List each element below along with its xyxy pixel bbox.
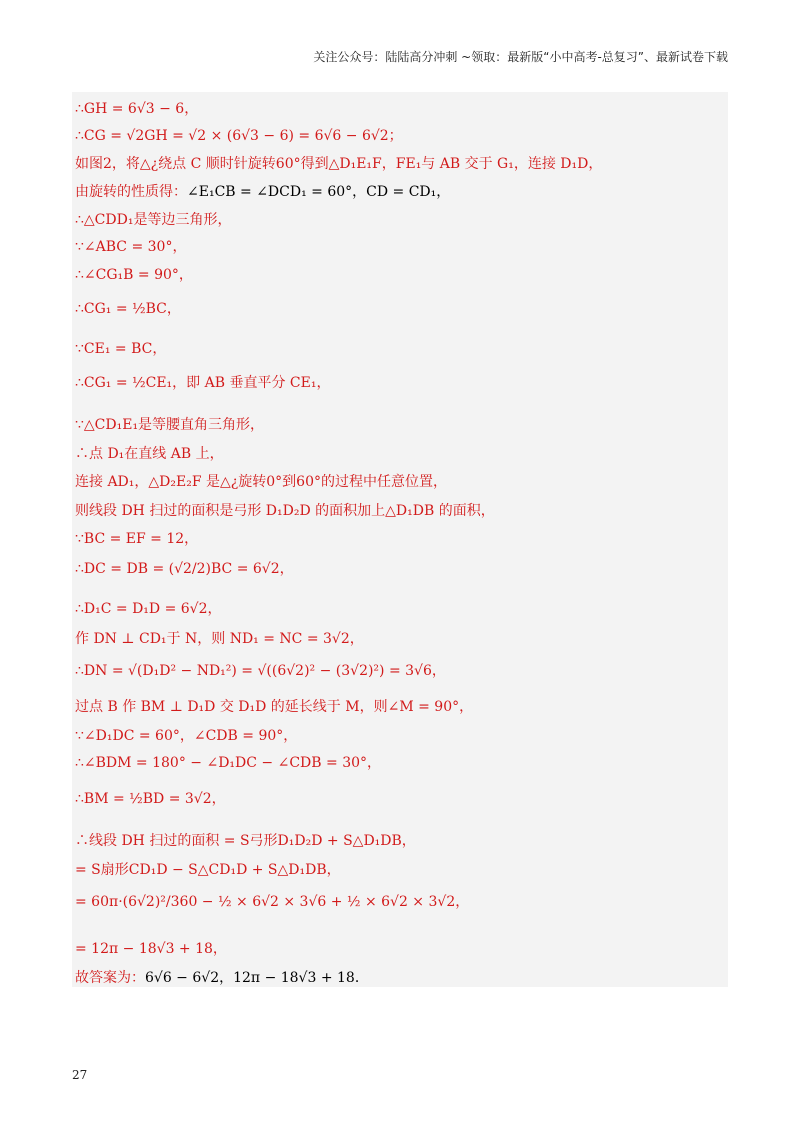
solution-text: 过点 B 作 BM ⊥ D₁D 交 D₁D 的延长线于 M，则∠M = 90°， bbox=[75, 699, 474, 715]
solution-line bbox=[75, 445, 224, 463]
solution-text: ∴点 D₁在直线 AB 上， bbox=[75, 446, 224, 462]
solution-text: ∴D₁C = D₁D = 6√2， bbox=[75, 601, 222, 617]
solution-text: ∵CE₁ = BC， bbox=[75, 341, 167, 357]
solution-text: 故答案为： bbox=[75, 970, 145, 986]
solution-text: ∴∠BDM = 180° − ∠D₁DC − ∠CDB = 30°， bbox=[75, 755, 382, 771]
solution-line bbox=[75, 832, 416, 850]
solution-text: 6√6 − 6√2，12π − 18√3 + 18． bbox=[145, 970, 369, 986]
solution-text: ∴∠CG₁B = 90°， bbox=[75, 267, 193, 283]
page-number: 27 bbox=[72, 1068, 88, 1082]
solution-text: 连接 AD₁，△D₂E₂F 是△¿旋转0°到60°的过程中任意位置， bbox=[75, 474, 447, 490]
solution-text: ∴GH = 6√3 − 6， bbox=[75, 101, 199, 117]
solution-text: = S扇形CD₁D − S△CD₁D + S△D₁DB， bbox=[75, 862, 341, 878]
solution-text: ∵∠D₁DC = 60°，∠CDB = 90°， bbox=[75, 728, 298, 744]
solution-text: ∴△CDD₁是等边三角形， bbox=[75, 212, 232, 228]
solution-line bbox=[75, 630, 364, 648]
solution-text: ∴CG₁ = ½CE₁，即 AB 垂直平分 CE₁， bbox=[75, 375, 331, 391]
solution-line bbox=[75, 698, 473, 716]
solution-line bbox=[75, 727, 297, 745]
solution-text: 由旋转的性质得： bbox=[75, 184, 187, 200]
solution-text: ∴CG₁ = ½BC， bbox=[75, 301, 181, 317]
solution-text: = 60π·(6√2)²/360 − ½ × 6√2 × 3√6 + ½ × 6√2 × 3√2， bbox=[75, 894, 470, 910]
solution-line bbox=[75, 127, 403, 145]
solution-line bbox=[75, 662, 446, 680]
solution-line bbox=[75, 100, 198, 118]
solution-line bbox=[75, 530, 198, 548]
solution-line bbox=[75, 473, 447, 491]
solution-line bbox=[75, 211, 231, 229]
solution-line bbox=[75, 893, 469, 911]
solution-text: ∵BC = EF = 12， bbox=[75, 531, 199, 547]
solution-line bbox=[75, 560, 294, 578]
solution-line bbox=[75, 790, 226, 808]
solution-text: = 12π − 18√3 + 18， bbox=[75, 941, 227, 957]
solution-text: ∴CG = √2GH = √2 × (6√3 − 6) = 6√6 − 6√2； bbox=[75, 128, 403, 144]
solution-line bbox=[75, 969, 369, 987]
solution-line bbox=[75, 266, 193, 284]
solution-line bbox=[75, 754, 381, 772]
solution-text: ∴DC = DB = (√2/2)BC = 6√2， bbox=[75, 561, 294, 577]
solution-text: ∵∠ABC = 30°， bbox=[75, 239, 187, 255]
solution-line bbox=[75, 861, 341, 879]
solution-text: ∵△CD₁E₁是等腰直角三角形， bbox=[75, 417, 265, 433]
solution-line bbox=[75, 340, 166, 358]
solution-text: 作 DN ⊥ CD₁于 N，则 ND₁ = NC = 3√2， bbox=[75, 631, 364, 647]
solution-block bbox=[72, 92, 728, 987]
solution-line bbox=[75, 416, 264, 434]
solution-line bbox=[75, 502, 495, 520]
solution-line bbox=[75, 238, 186, 256]
solution-line bbox=[75, 300, 181, 318]
solution-text: ∠E₁CB = ∠DCD₁ = 60°，CD = CD₁， bbox=[187, 184, 451, 200]
solution-text: ∴线段 DH 扫过的面积 = S弓形D₁D₂D + S△D₁DB， bbox=[75, 833, 416, 849]
solution-line bbox=[75, 940, 227, 958]
solution-line bbox=[75, 374, 330, 392]
solution-text: ∴BM = ½BD = 3√2， bbox=[75, 791, 226, 807]
solution-text: 如图2，将△¿绕点 C 顺时针旋转60°得到△D₁E₁F，FE₁与 AB 交于 G₁，连接 D₁D， bbox=[75, 156, 603, 172]
page-header: 关注公众号：陆陆高分冲刺 ~领取：最新版“小中高考-总复习”、最新试卷下载 bbox=[313, 50, 728, 64]
solution-line bbox=[75, 183, 450, 201]
solution-text: 则线段 DH 扫过的面积是弓形 D₁D₂D 的面积加上△D₁DB 的面积， bbox=[75, 503, 495, 519]
solution-line bbox=[75, 155, 602, 173]
solution-text: ∴DN = √(D₁D² − ND₁²) = √((6√2)² − (3√2)²) = 3√6， bbox=[75, 663, 446, 679]
solution-line bbox=[75, 600, 222, 618]
